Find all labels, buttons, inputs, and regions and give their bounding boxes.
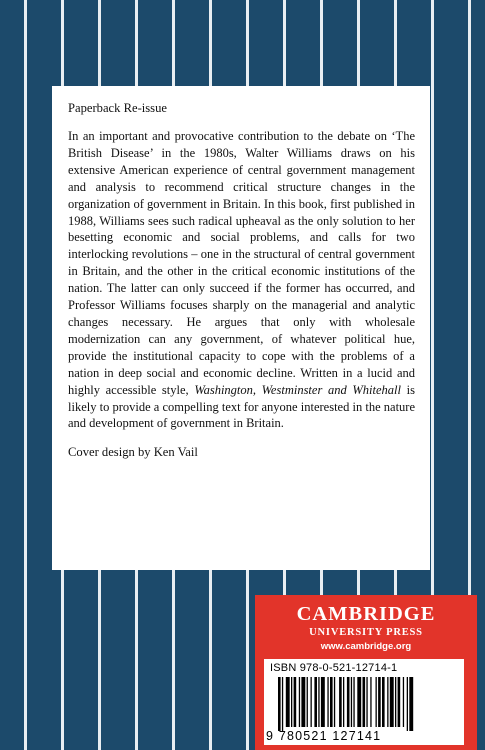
barcode-bar <box>390 677 394 727</box>
book-title: Washington, Westminster and Whitehall <box>194 382 401 397</box>
publisher-name: CAMBRIDGE <box>296 603 436 625</box>
barcode-bar <box>291 677 292 727</box>
cover-design-credit: Cover design by Ken Vail <box>68 445 198 460</box>
barcode-bar <box>353 677 354 727</box>
barcode-bar <box>339 677 342 727</box>
barcode-bar <box>382 677 385 727</box>
isbn-label: ISBN 978-0-521-12714-1 <box>270 662 398 674</box>
barcode-bar <box>282 677 283 731</box>
barcode-bar <box>395 677 396 727</box>
blurb-before-title: In an important and provocative contribution to the debate on ‘The British Disease’ in the 1980s, Walter Williams draws on his extensive American experience of central government management and analysis to recommend critical structure changes in the organization of government in Britain. In this book, first published in 1988, Williams sees such radical upheaval as the only solution to her besetting economic and social problems, and calls for two interlocking revolutions – one in the structural of central government in Britain, and the other in the critical economic institutions of the nation. The latter can only succeed if the former has occurred, and Professor Williams focuses sharply on the managerial and analytic changes necessary. He argues that only with wholesale modernization can any government, of whatever political hue, provide the institutional capacity to cope with the problems of a nation in deep social and economic decline. Written in a lucid and highly accessible style, <box>68 129 415 397</box>
barcode-bar <box>363 677 366 727</box>
barcode-bar <box>321 677 325 727</box>
barcode-bar <box>314 677 317 727</box>
barcode-bar <box>334 677 335 727</box>
barcode-bar <box>327 677 328 727</box>
blurb-text <box>68 128 415 432</box>
barcode-bar <box>294 677 297 727</box>
reissue-heading: Paperback Re-issue <box>68 101 167 115</box>
barcode-bar <box>330 677 333 727</box>
barcode-bar <box>343 677 344 727</box>
blurb-panel <box>52 86 430 570</box>
barcode-bar <box>378 677 381 727</box>
barcode-bars <box>278 677 458 731</box>
barcode-bar <box>407 677 408 731</box>
barcode-bar <box>307 677 308 727</box>
barcode-bar <box>403 677 404 727</box>
barcode-bar <box>387 677 388 727</box>
barcode-bar <box>301 677 305 727</box>
barcode-bar <box>357 677 361 727</box>
barcode-bar <box>366 677 367 727</box>
barcode-bar <box>409 677 413 731</box>
publisher-subtitle: UNIVERSITY PRESS <box>309 627 423 638</box>
barcode-bar <box>351 677 352 727</box>
publisher-url: www.cambridge.org <box>320 641 412 652</box>
barcode-box <box>264 659 464 745</box>
barcode-bar <box>398 677 401 727</box>
barcode-bar <box>376 677 377 727</box>
barcode-bar <box>311 677 312 727</box>
barcode-digits: 9 780521 127141 <box>266 729 382 743</box>
barcode-bar <box>347 677 350 727</box>
barcode-bar <box>370 677 371 727</box>
barcode-bar <box>278 677 281 731</box>
publisher-block <box>255 595 477 750</box>
barcode-bar <box>318 677 319 727</box>
barcode-bar <box>286 677 290 727</box>
barcode-bar <box>299 677 300 727</box>
blurb-after-title: is likely to provide a compelling text for anyone interested in the nature and development of government in Britain. <box>68 382 415 431</box>
